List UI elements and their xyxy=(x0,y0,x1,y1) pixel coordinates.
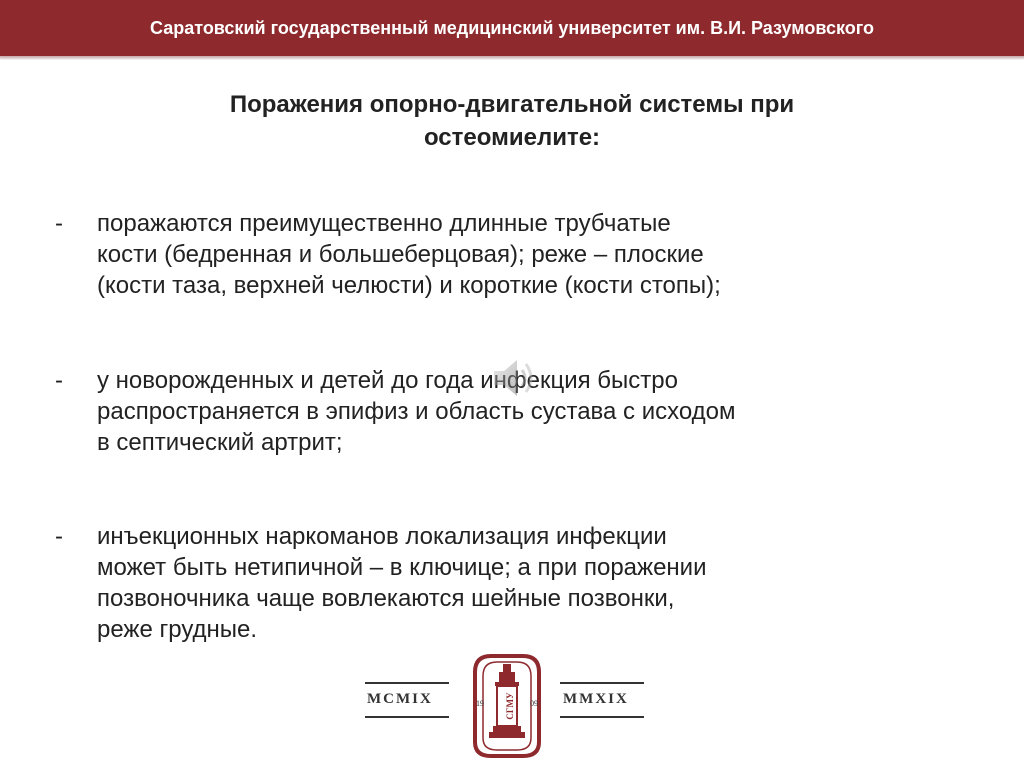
rule-top-left xyxy=(365,682,449,684)
slide-title xyxy=(100,88,924,154)
bullet-text xyxy=(97,208,957,301)
bullet-line: в септический артрит; xyxy=(97,429,343,456)
emblem-digits-right: 09 xyxy=(530,699,538,708)
footer-logo xyxy=(360,650,660,762)
header-title: Саратовский государственный медицинский университет им. В.И. Разумовского xyxy=(150,17,874,38)
bullet-line: инъекционных наркоманов локализация инфекции xyxy=(97,523,667,550)
bullet-line: у новорожденных и детей до года инфекция быстро xyxy=(97,367,678,394)
header-bar xyxy=(0,0,1024,56)
bullet-line: поражаются преимущественно длинные трубчатые xyxy=(97,210,671,237)
bullet-line: может быть нетипичной – в ключице; а при поражении xyxy=(97,554,707,581)
rule-top-right xyxy=(560,682,644,684)
bullet-dash: - xyxy=(55,210,63,237)
year-right: MMXIX xyxy=(563,691,629,707)
bullet-line: кости (бедренная и большеберцовая); реже – плоские xyxy=(97,241,704,268)
university-emblem xyxy=(467,650,547,762)
rule-bottom-right xyxy=(560,716,644,718)
bullet-line: (кости таза, верхней челюсти) и короткие (кости стопы); xyxy=(97,272,721,299)
emblem-letters: СГМУ xyxy=(505,692,515,720)
year-left: MCMIX xyxy=(367,691,433,707)
bullet-dash: - xyxy=(55,523,63,550)
bullet-line: реже грудные. xyxy=(97,616,258,643)
emblem-digits-left: 19 xyxy=(476,699,484,708)
slide-title-line-1: Поражения опорно-двигательной системы при xyxy=(229,91,795,118)
bullet-text xyxy=(97,521,957,645)
bullet-line: распространяется в эпифиз и область сустава с исходом xyxy=(97,398,736,425)
rule-bottom-left xyxy=(365,716,449,718)
bullet-dash: - xyxy=(55,367,63,394)
bullet-line: позвоночника чаще вовлекаются шейные позвонки, xyxy=(97,585,675,612)
slide-title-line-2: остеомиелите: xyxy=(423,124,601,151)
speaker-icon[interactable] xyxy=(488,352,540,404)
